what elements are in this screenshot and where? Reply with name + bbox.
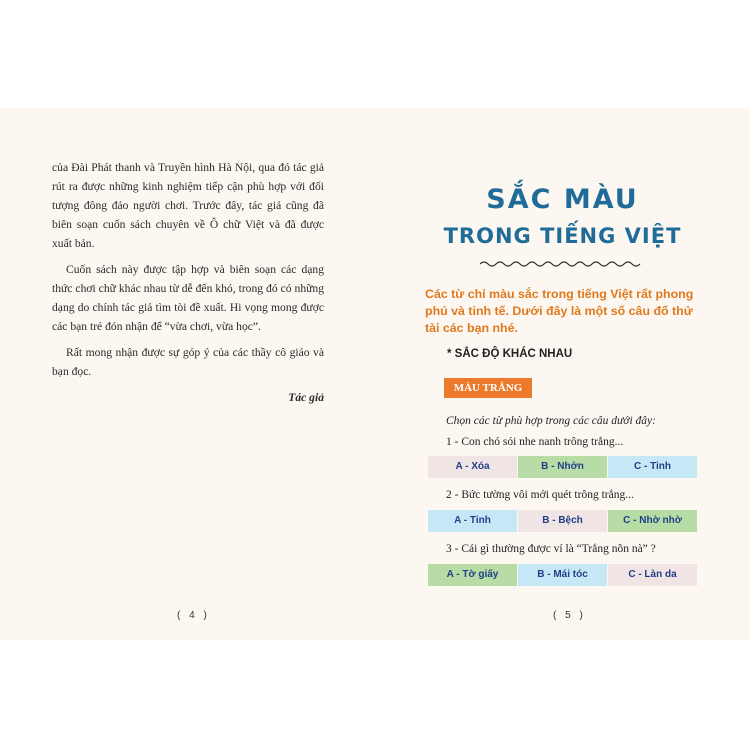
- question-1: 1 - Con chó sói nhe nanh trông trắng...: [446, 436, 624, 448]
- page-title-line1: SẮC MÀU: [486, 184, 639, 215]
- options-row-3: [428, 564, 698, 586]
- option-c[interactable]: C - Tinh: [608, 456, 697, 478]
- page-number: ( 4 ): [177, 610, 210, 621]
- paragraph: Cuốn sách này được tập hợp và biên soạn các dạng thức chơi chữ khác nhau từ dễ đến khó, trong đó có những dạng do chính tác giả tìm tòi đề xuất. Hi vọng mong được các bạn trẻ đón nhận để “vừa chơi, vừa học”.: [52, 263, 324, 333]
- left-page-body: [52, 158, 324, 407]
- option-a[interactable]: A - Xóa: [428, 456, 517, 478]
- question-2: 2 - Bức tường vôi mới quét trông trắng...: [446, 489, 634, 501]
- options-row-2: [428, 510, 698, 532]
- right-page: [375, 108, 750, 640]
- option-b[interactable]: B - Nhởn: [518, 456, 607, 478]
- book-spread: [0, 108, 750, 640]
- option-c[interactable]: C - Nhờ nhờ: [608, 510, 697, 532]
- page-title-line2: TRONG TIẾNG VIỆT: [443, 224, 682, 248]
- color-badge: MÀU TRẮNG: [444, 378, 532, 398]
- question-3: 3 - Cái gì thường được ví là “Trắng nõn nà” ?: [446, 543, 656, 555]
- wave-divider: [480, 259, 645, 269]
- left-page: [0, 108, 375, 640]
- option-c[interactable]: C - Làn da: [608, 564, 697, 586]
- paragraph: của Đài Phát thanh và Truyền hình Hà Nội, qua đó tác giả rút ra được những kinh nghiệm tiếp cận phù hợp với đối tượng đông đảo người chơi. Trước đây, tác giả cũng đã biên soạn cuốn sách chuyên về Ô chữ Việt và đã được xuất bản.: [52, 161, 324, 250]
- option-b[interactable]: B - Bệch: [518, 510, 607, 532]
- paragraph: Rất mong nhận được sự góp ý của các thầy cô giáo và bạn đọc.: [52, 346, 324, 378]
- option-b[interactable]: B - Mái tóc: [518, 564, 607, 586]
- section-heading: * SẮC ĐỘ KHÁC NHAU: [447, 348, 573, 360]
- options-row-1: [428, 456, 698, 478]
- option-a[interactable]: A - Tinh: [428, 510, 517, 532]
- author-signature: Tác giả: [288, 391, 324, 404]
- option-a[interactable]: A - Tờ giấy: [428, 564, 517, 586]
- page-number: ( 5 ): [553, 610, 586, 621]
- instruction-text: Chọn các từ phù hợp trong các câu dưới đây:: [446, 415, 656, 427]
- intro-text: Các từ chỉ màu sắc trong tiếng Việt rất phong phú và tinh tế. Dưới đây là một số câu đố thử tài các bạn nhé.: [425, 287, 694, 335]
